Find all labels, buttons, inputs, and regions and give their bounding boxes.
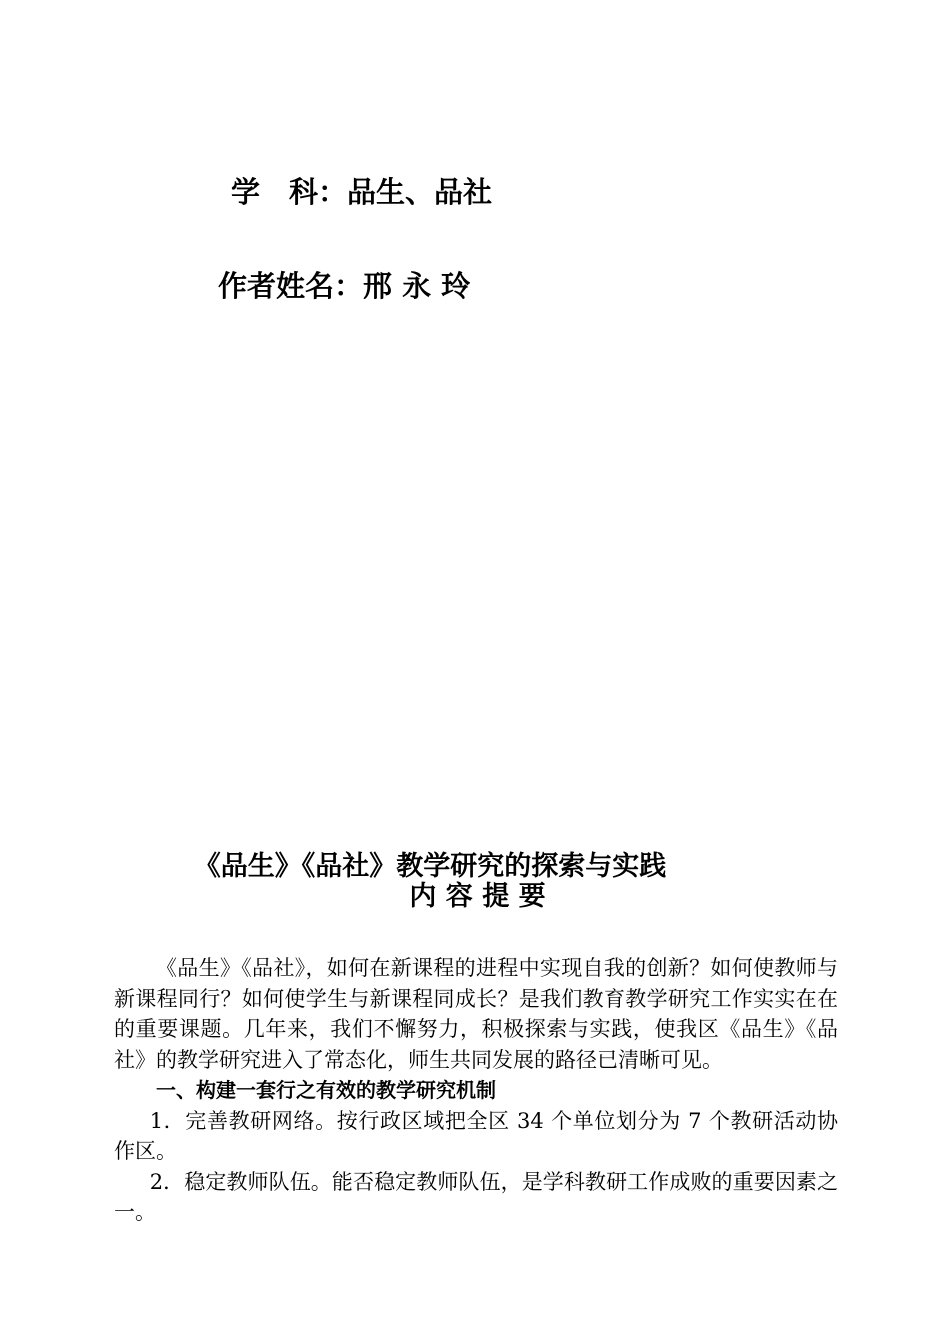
author-line: 作者姓名：邢 永 玲 bbox=[218, 269, 471, 303]
document-title bbox=[0, 852, 950, 912]
main-title: 《品生》《品社》教学研究的探索与实践 bbox=[193, 851, 667, 882]
section-heading: 一、构建一套行之有效的教学研究机制 bbox=[156, 1078, 496, 1102]
abstract-heading: 内 容 提 要 bbox=[409, 881, 546, 912]
body-text bbox=[114, 953, 838, 1228]
intro-paragraph: 《品生》《品社》，如何在新课程的进程中实现自我的创新？如何使教师与新课程同行？如何使学生与新课程同成长？是我们教育教学研究工作实实在在的重要课题。几年来，我们不懈努力，积极探索与实践，使我区《品生》《品社》的教学研究进入了常态化，师生共同发展的路径已清晰可见。 bbox=[114, 956, 838, 1072]
subject-line: 学 科：品生、品社 bbox=[231, 175, 493, 209]
list-item: 2．稳定教师队伍。能否稳定教师队伍，是学科教研工作成败的重要因素之一。 bbox=[114, 1169, 838, 1224]
list-item: 1．完善教研网络。按行政区域把全区 34 个单位划分为 7 个教研活动协作区。 bbox=[114, 1108, 838, 1163]
